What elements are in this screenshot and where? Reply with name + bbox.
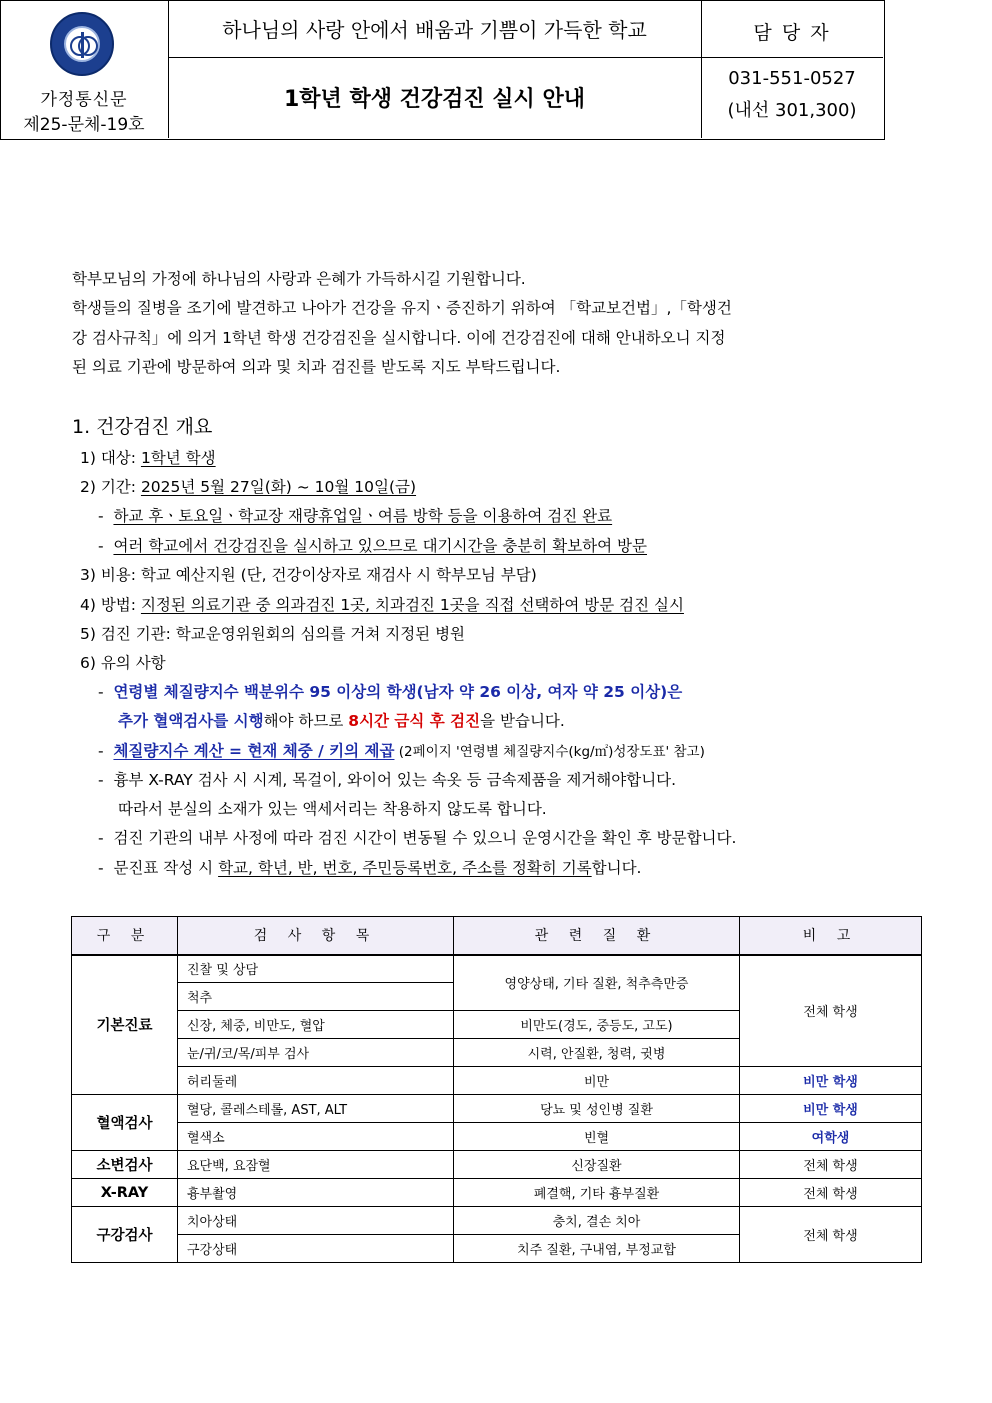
table-row: 눈/귀/코/목/피부 검사 시력, 안질환, 청력, 귓병: [72, 1039, 922, 1067]
table-row: 혈액검사 혈당, 콜레스테롤, AST, ALT 당뇨 및 성인병 질환 비만 학생: [72, 1095, 922, 1123]
header-title-cell: [168, 0, 702, 138]
intro-line-1: 학부모님의 가정에 하나님의 사랑과 은혜가 가득하시길 기원합니다.: [72, 270, 526, 288]
method-row: 4) 방법: 지정된 의료기관 중 의과검진 1곳, 치과검진 1곳을 직접 선택하여 방문 검진 실시: [80, 596, 684, 614]
table-row: 혈색소 빈혈 여학생: [72, 1123, 922, 1151]
notice-number: 제25-문체-19호: [23, 115, 145, 135]
category-basic: 기본진료: [72, 955, 178, 1095]
intro-line-3: 강 검사규칙」에 의거 1학년 학생 건강검진을 실시합니다. 이에 건강검진에 대해 안내하오니 지정: [72, 329, 726, 347]
target-value: 1학년 학생: [140, 449, 216, 467]
institution-row: 5) 검진 기관: 학교운영위원회의 심의를 거쳐 지정된 병원: [80, 625, 466, 643]
col-header-disease: 관 련 질 환: [454, 917, 740, 955]
period-note-2: - 여러 학교에서 건강검진을 실시하고 있으므로 대기시간을 충분히 확보하여 방문: [98, 537, 647, 555]
method-value: 지정된 의료기관 중 의과검진 1곳, 치과검진 1곳을 직접 선택하여 방문 검진 실시: [140, 596, 684, 614]
col-header-note: 비 고: [740, 917, 922, 955]
table-row: 허리둘레 비만 비만 학생: [72, 1067, 922, 1095]
contact-label: 담 당 자: [753, 22, 831, 44]
table-row: 구강상태 치주 질환, 구내염, 부정교합: [72, 1235, 922, 1263]
school-logo: [50, 12, 114, 76]
table-row: 척추: [72, 983, 922, 1011]
note-2: - 체질량지수 계산 = 현재 체중 / 키의 제곱 (2페이지 '연령별 체질량지수(kg/㎡)성장도표' 참고): [98, 742, 705, 760]
table-row: 구강검사 치아상태 충치, 결손 치아 전체 학생: [72, 1207, 922, 1235]
period-row: 2) 기간: 2025년 5월 27일(화) ~ 10월 10일(금): [80, 478, 417, 496]
intro-line-2: 학생들의 질병을 조기에 발견하고 나아가 건강을 유지ㆍ증진하기 위하여 「학교보건법」,「학생건: [72, 299, 732, 317]
contact-phone: 031-551-0527: [728, 68, 856, 89]
table-header-row: [72, 917, 922, 955]
note-3: - 흉부 X-RAY 검사 시 시계, 목걸이, 와이어 있는 속옷 등 금속제품을 제거해야합니다.: [98, 771, 677, 789]
section-heading: 1. 건강검진 개요: [72, 416, 213, 438]
note-4: - 검진 기관의 내부 사정에 따라 검진 시간이 변동될 수 있으니 운영시간을 확인 후 방문합니다.: [98, 829, 737, 847]
category-blood: 혈액검사: [72, 1095, 178, 1151]
cost-row: 3) 비용: 학교 예산지원 (단, 건강이상자로 재검사 시 학부모님 부담): [80, 566, 537, 584]
header-logo-cell: [0, 0, 169, 138]
page-title: 1학년 학생 건강검진 실시 안내: [284, 87, 585, 112]
category-urine: 소변검사: [72, 1151, 178, 1179]
table-row: 기본진료 진찰 및 상담 영양상태, 기타 질환, 척추측만증 전체 학생: [72, 955, 922, 983]
school-motto: 하나님의 사랑 안에서 배움과 기쁨이 가득한 학교: [222, 18, 647, 42]
exam-table: [71, 916, 922, 1263]
intro-line-4: 된 의료 기관에 방문하여 의과 및 치과 검진를 받도록 지도 부탁드립니다.: [72, 358, 561, 376]
period-note-1: - 하교 후ㆍ토요일ㆍ학교장 재량휴업일ㆍ여름 방학 등을 이용하여 검진 완료: [98, 507, 613, 525]
note-1: - 연령별 체질량지수 백분위수 95 이상의 학생(남자 약 26 이상, 여자 약 25 이상)은: [98, 683, 683, 701]
table-row: 신장, 체중, 비만도, 혈압 비만도(경도, 중등도, 고도): [72, 1011, 922, 1039]
note-3-cont: 따라서 분실의 소재가 있는 액세서리는 착용하지 않도록 합니다.: [118, 800, 547, 818]
header-box: [0, 0, 885, 140]
notice-type: 가정통신문: [40, 90, 128, 110]
note-1-cont: 추가 혈액검사를 시행해야 하므로 8시간 금식 후 검진을 받습니다.: [118, 712, 565, 730]
header-contact-cell: [701, 0, 883, 138]
target-row: 1) 대상: 1학년 학생: [80, 449, 216, 467]
contact-extension: (내선 301,300): [727, 100, 857, 121]
period-value: 2025년 5월 27일(화) ~ 10월 10일(금): [140, 478, 417, 496]
table-row: 소변검사 요단백, 요잠혈 신장질환 전체 학생: [72, 1151, 922, 1179]
note-5: - 문진표 작성 시 학교, 학년, 반, 번호, 주민등록번호, 주소를 정확히 기록합니다.: [98, 859, 642, 877]
notes-heading: 6) 유의 사항: [80, 654, 166, 672]
col-header-category: 구 분: [72, 917, 178, 955]
table-row: X-RAY 흉부촬영 폐결핵, 기타 흉부질환 전체 학생: [72, 1179, 922, 1207]
category-xray: X-RAY: [72, 1179, 178, 1207]
category-oral: 구강검사: [72, 1207, 178, 1263]
col-header-item: 검 사 항 목: [178, 917, 454, 955]
